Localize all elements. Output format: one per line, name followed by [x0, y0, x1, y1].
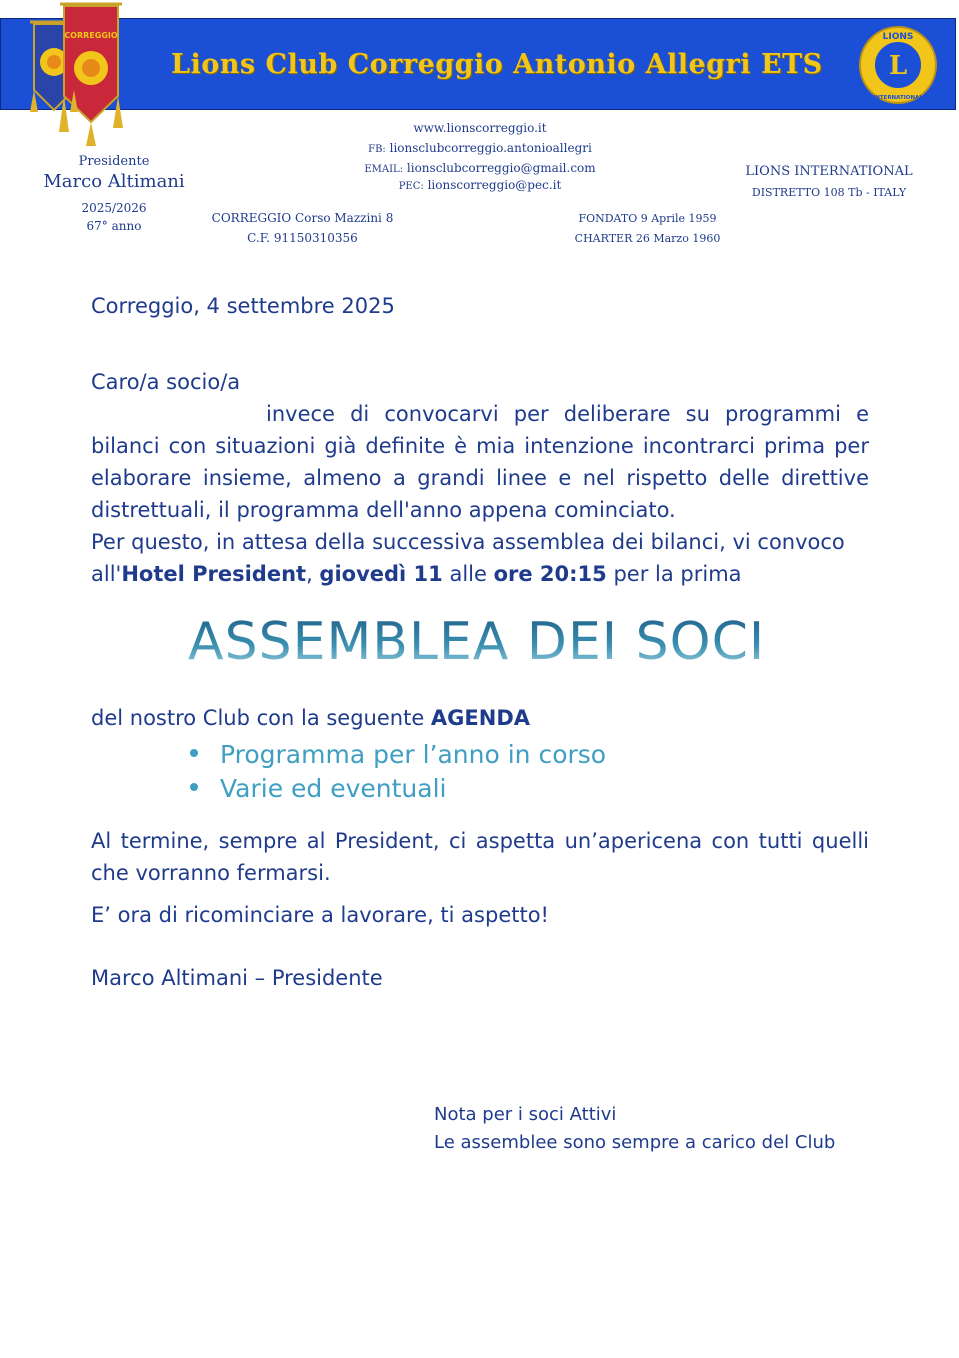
pec-line [300, 178, 660, 192]
pennants-emblem [22, 0, 132, 150]
logo-bottom-text: INTERNATIONAL [873, 95, 923, 101]
bullet-icon [190, 783, 198, 791]
logo-letter: L [888, 51, 908, 81]
closing-line2: che vorranno fermarsi. [91, 861, 331, 885]
president-role: Presidente [78, 154, 150, 169]
meeting-day: giovedì 11 [319, 562, 443, 586]
president-name: Marco Altimani [43, 171, 185, 192]
line-suffix: per la prima [606, 562, 742, 586]
facebook-line [300, 141, 660, 155]
venue-sep: , [306, 562, 320, 586]
district-label: DISTRETTO 108 Tb - ITALY [751, 186, 907, 199]
bullet-icon [190, 749, 198, 757]
president-year: 2025/2026 [81, 201, 147, 215]
assemblea-title: ASSEMBLEA DEI SOCI [188, 612, 766, 672]
note-title: Nota per i soci Attivi [434, 1104, 617, 1125]
fb-label: FB: [368, 144, 386, 155]
email-line [300, 161, 660, 175]
meeting-time: ore 20:15 [493, 562, 607, 586]
venue-prefix: all' [91, 562, 122, 586]
salutation: Caro/a socio/a [91, 370, 241, 394]
email-link[interactable]: lionsclubcorreggio@gmail.com [406, 161, 596, 175]
tax-code: C.F. 91150310356 [247, 231, 358, 245]
letter-date: Correggio, 4 settembre 2025 [91, 294, 395, 318]
lions-international-label: LIONS INTERNATIONAL [745, 164, 913, 179]
agenda-item-text: Varie ed eventuali [220, 774, 447, 803]
agenda-item [190, 772, 606, 806]
pennant-label: CORREGGIO [64, 31, 118, 40]
paragraph2-line2 [91, 558, 869, 590]
time-connector: alle [442, 562, 494, 586]
paragraph1-line3: elaborare insieme, almeno a grandi linee e nel rispetto delle direttive [91, 466, 869, 490]
website-link[interactable]: www.lionscorreggio.it [413, 121, 547, 135]
agenda-intro [91, 702, 869, 734]
agenda-label: AGENDA [430, 706, 531, 730]
note-text: Le assemblee sono sempre a carico del Club [434, 1132, 836, 1153]
charter-date: CHARTER 26 Marzo 1960 [574, 232, 721, 245]
paragraph1-line2: bilanci con situazioni già definite è mia intenzione incontrarci prima per [91, 434, 869, 458]
president-anno: 67° anno [86, 219, 142, 233]
paragraph2-line1: Per questo, in attesa della successiva assemblea dei bilanci, vi convoco [91, 530, 845, 554]
signature: Marco Altimani – Presidente [91, 966, 383, 990]
closing-line1: Al termine, sempre al President, ci aspetta un’apericena con tutti quelli [91, 829, 869, 853]
pec-label: PEC: [398, 181, 424, 192]
paragraph1-line4: distrettuali, il programma dell'anno appena cominciato. [91, 498, 676, 522]
header-banner [0, 18, 956, 110]
founded-date: FONDATO 9 Aprile 1959 [578, 212, 717, 225]
email-label: EMAIL: [364, 164, 404, 175]
closing-line3: E’ ora di ricominciare a lavorare, ti aspetto! [91, 903, 549, 927]
address-line: CORREGGIO Corso Mazzini 8 [211, 211, 394, 225]
fb-link[interactable]: lionsclubcorreggio.antonioallegri [389, 141, 592, 155]
agenda-intro-text: del nostro Club con la seguente [91, 706, 431, 730]
pec-link[interactable]: lionscorreggio@pec.it [427, 178, 562, 192]
logo-top-text: LIONS [882, 32, 914, 42]
venue-name: Hotel President [121, 562, 307, 586]
lions-international-logo [858, 25, 938, 105]
agenda-item-text: Programma per l’anno in corso [220, 740, 607, 769]
agenda-item [190, 738, 606, 772]
club-name: Lions Club Correggio Antonio Allegri ETS [171, 49, 823, 80]
paragraph1-line1: invece di convocarvi per deliberare su programmi e [266, 402, 869, 426]
agenda-list [190, 738, 606, 806]
